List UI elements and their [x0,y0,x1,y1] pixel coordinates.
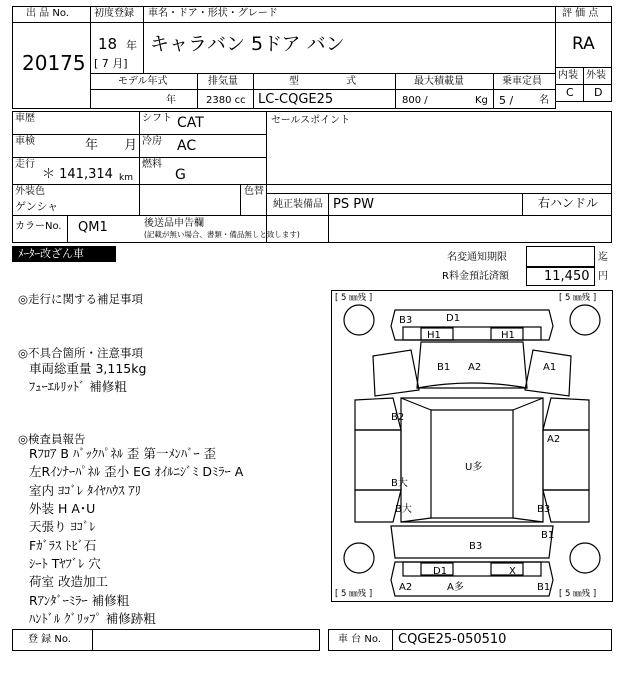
first-reg-year-unit: 年 [126,39,137,52]
ac-label: 冷房 [142,136,162,147]
defects-title: ◎不具合箇所・注意事項 [18,346,144,360]
first-reg-year: 18 [98,35,118,53]
name-change-label: 名変通知期限 [447,252,507,263]
inspector-item: 左Rｲﾝﾅｰﾊﾟﾈﾙ 歪小 EG ｵｲﾙﾆｼﾞﾐ Dﾐﾗｰ A [29,464,244,479]
mileage-unit: km [119,173,133,183]
damage-mark: D1 [433,566,448,577]
displacement-label: 排気量 [208,76,238,87]
tire-tread-fr: [ 5 ㎜残 ] [559,293,597,303]
lot-number: 20175 [22,51,86,75]
first-reg-month: [ 7 月] [94,57,128,70]
inspector-item: 外装 H A･U [29,501,96,516]
damage-mark: B1 [537,582,551,593]
color-no-label: カラーNo. [15,221,62,232]
capacity-value: 5 / [499,94,514,107]
mileage-value: ＊ 141,314 [42,167,113,182]
tire-front-left [344,305,374,335]
recycle-amount: 11,450 [544,269,590,284]
tire-rear-left [344,543,374,573]
inspector-item: Rﾌﾛｱ B ﾊﾞｯｸﾊﾟﾈﾙ 歪 第一ﾒﾝﾊﾞｰ 歪 [29,446,217,461]
registration-label: 登 録 No. [28,634,71,645]
first-reg-label: 初度登録 [94,8,134,19]
tire-tread-fl: [ 5 ㎜残 ] [335,293,373,303]
post-docs-label: 後送品申告欄 [144,218,204,229]
fuel-label: 燃料 [142,159,162,170]
exterior-label: 外装 [586,70,606,81]
model-year-label: モデル年式 [118,76,168,87]
car-name-label: 車名・ドア・形状・グレード [148,8,278,19]
chassis-label: 車 台 No. [338,634,381,645]
meter-tampered-label: ﾒｰﾀｰ改ざん車 [18,247,84,260]
color-label: 外装色 [15,186,45,197]
name-change-field [526,246,595,267]
damage-mark: B1 [437,362,451,373]
tire-tread-rl: [ 5 ㎜残 ] [335,589,373,599]
history-label: 車歴 [15,113,35,124]
damage-diagram [331,290,613,602]
inspection-label: 車検 [15,136,35,147]
shift-value: CAT [177,115,204,131]
damage-mark: H1 [427,330,441,341]
damage-mark: H1 [501,330,515,341]
damage-mark: B3 [469,541,483,552]
damage-mark: U多 [465,462,483,473]
max-load-label: 最大積載量 [414,76,464,87]
inspector-item: ｼｰﾄ Tﾔﾌﾞﾚ 穴 [29,556,101,571]
damage-mark: B大 [395,504,412,515]
damage-mark: A1 [543,362,557,373]
tire-rear-right [570,543,600,573]
inspector-item: ﾊﾝﾄﾞﾙ ｸﾞﾘｯﾌﾟ 補修跡粗 [29,611,156,626]
exterior-grade: D [594,86,603,99]
inspection-value: 年 月 [85,138,138,153]
mileage-label: 走行 [15,159,35,170]
model-year-unit: 年 [166,95,176,106]
inspector-item: Rｱﾝﾀﾞｰﾐﾗｰ 補修粗 [29,593,130,608]
lot-label: 出 品 No. [26,8,69,19]
max-load-unit: Kg [475,95,488,106]
tire-tread-rr: [ 5 ㎜残 ] [559,589,597,599]
interior-grade: C [566,86,574,99]
car-name: キャラバン 5ドア バン [150,33,345,55]
sales-points-label: セールスポイント [271,115,351,126]
damage-mark: A多 [447,582,464,593]
inspector-item: 荷室 改造加工 [29,574,108,589]
name-change-unit: 迄 [598,252,608,263]
recycle-label: R料金預託済額 [442,271,509,282]
capacity-label: 乗車定員 [502,76,542,87]
damage-mark: A2 [468,362,482,373]
damage-mark: B3 [537,504,551,515]
chassis-number: CQGE25-050510 [398,632,507,647]
damage-mark: A2 [547,434,561,445]
inspector-item: Fｶﾞﾗｽ ﾄﾋﾞ石 [29,538,97,553]
color-value: ゲンシャ [15,200,59,213]
max-load-value: 800 / [402,95,428,106]
inspector-item: 室内 ﾖｺﾞﾚ ﾀｲﾔﾊｳｽ ｱﾘ [29,483,141,498]
damage-mark: B2 [391,412,405,423]
inspector-title: ◎検査員報告 [18,432,86,446]
damage-mark: B3 [399,315,413,326]
equipment-label: 純正装備品 [273,199,323,210]
shift-label: シフト [142,113,172,124]
damage-mark: D1 [446,313,461,324]
color-no-value: QM1 [78,220,108,235]
capacity-unit: 名 [539,95,549,106]
damage-mark: A2 [399,582,413,593]
defect-item: 車両総重量 3,115kg [29,361,147,376]
tire-front-right [570,305,600,335]
damage-mark: X [509,566,516,577]
damage-mark: B1 [541,530,555,541]
defect-item: ﾌｭｰｴﾙﾘｯﾄﾞ 補修粗 [29,379,127,394]
recycle-unit: 円 [598,271,608,282]
equipment-value: PS PW [333,197,374,212]
interior-label: 内装 [558,70,578,81]
ac-value: AC [177,138,197,154]
fuel-value: G [175,167,186,183]
color-change-label: 色替 [244,186,264,197]
driving-notes-title: ◎走行に関する補足事項 [18,292,144,306]
grade-label: 評 価 点 [562,8,599,19]
model-code: LC-CQGE25 [258,92,334,107]
grade-value: RA [572,34,595,54]
steering-value: 右ハンドル [538,196,599,210]
post-docs-note: (記載が無い場合、書類・備品無しと致します) [144,230,300,239]
type-label: 型 式 [289,76,379,87]
inspector-item: 天張り ﾖｺﾞﾚ [29,519,96,534]
displacement-value: 2380 cc [206,95,246,106]
damage-mark: B大 [391,478,408,489]
